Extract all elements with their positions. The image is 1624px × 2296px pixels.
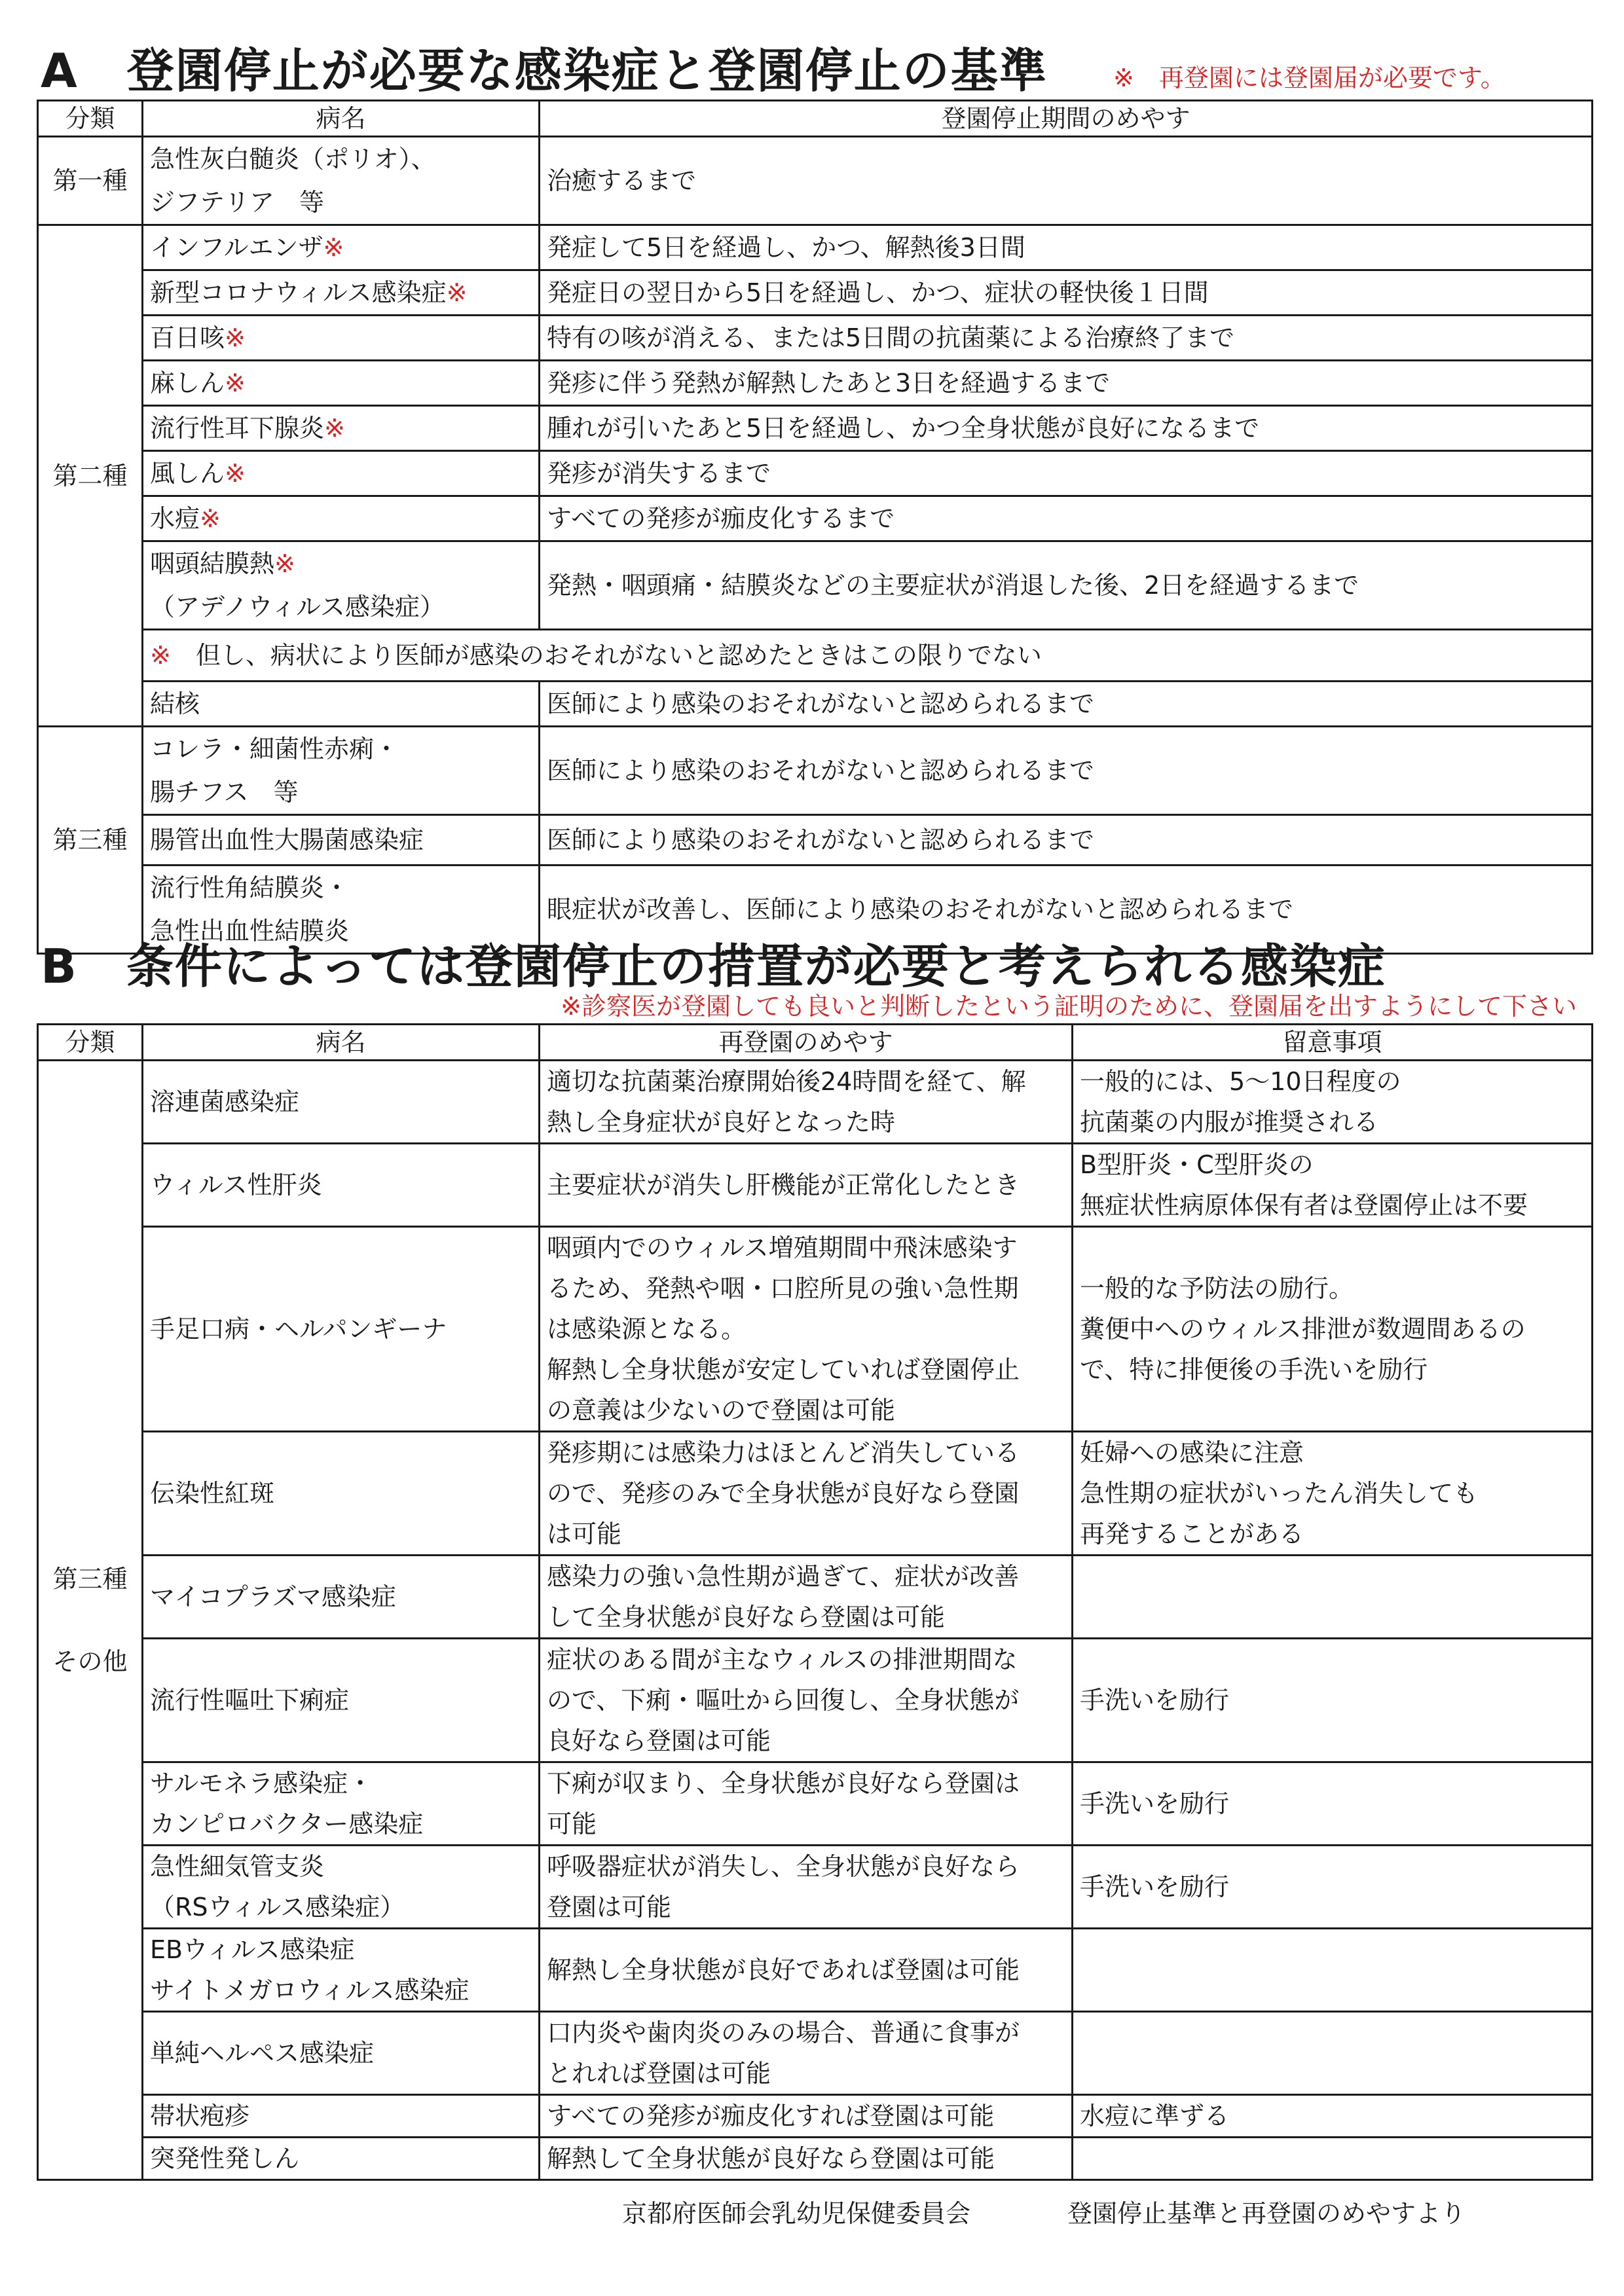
criteria-cell: 感染力の強い急性期が過ぎて、症状が改善 して全身状態が良好なら登園は可能	[540, 1556, 1073, 1639]
criteria-cell: 口内炎や歯肉炎のみの場合、普通に食事が とれれば登園は可能	[540, 2012, 1073, 2095]
table-row	[38, 137, 1593, 225]
criteria-cell: 解熱して全身状態が良好なら登園は可能	[540, 2138, 1073, 2180]
criteria-cell: 解熱し全身状態が良好であれば登園は可能	[540, 1929, 1073, 2012]
table-b	[37, 1023, 1593, 2181]
disease-cell: 突発性発しん	[143, 2138, 540, 2180]
header-disease: 病名	[143, 101, 540, 137]
section-b-title: B 条件によっては登園停止の措置が必要と考えられる感染症	[41, 939, 1386, 994]
disease-cell: 急性細気管支炎 （RSウィルス感染症）	[143, 1846, 540, 1929]
section-a-note: ※ 再登園には登園届が必要です。	[1113, 64, 1505, 92]
footer-document: 登園停止基準と再登園のめやすより	[1067, 2199, 1466, 2228]
footer-source: 京都府医師会乳幼児保健委員会	[622, 2199, 971, 2228]
disease-cell: 流行性耳下腺炎※	[143, 406, 540, 451]
table-row	[38, 406, 1593, 451]
table-row	[38, 1061, 1593, 1144]
category-cell: 第三種 その他	[38, 1061, 143, 2180]
category-1: 第一種	[38, 137, 143, 225]
disease-cell: 腸管出血性大腸菌感染症	[143, 815, 540, 866]
disease-cell: インフルエンザ※	[143, 225, 540, 270]
disease-cell: 手足口病・ヘルパンギーナ	[143, 1227, 540, 1432]
table-a	[37, 100, 1593, 955]
period-cell: 医師により感染のおそれがないと認められるまで	[540, 727, 1593, 815]
criteria-cell: すべての発疹が痂皮化すれば登園は可能	[540, 2095, 1073, 2138]
notes-cell: 手洗いを励行	[1073, 1762, 1593, 1846]
criteria-cell: 適切な抗菌薬治療開始後24時間を経て、解 熱し全身症状が良好となった時	[540, 1061, 1073, 1144]
disease-cell: 急性灰白髄炎（ポリオ）、 ジフテリア 等	[143, 137, 540, 225]
table-row	[38, 1556, 1593, 1639]
disease-cell: 結核	[143, 682, 540, 727]
notes-cell: 一般的には、5～10日程度の 抗菌薬の内服が推奨される	[1073, 1061, 1593, 1144]
exception-note: ※ 但し、病状により医師が感染のおそれがないと認めたときはこの限りでない	[143, 630, 1593, 682]
table-row	[38, 727, 1593, 815]
disease-cell: 風しん※	[143, 451, 540, 496]
header-notes: 留意事項	[1073, 1025, 1593, 1061]
table-row	[38, 1432, 1593, 1556]
notes-cell: B型肝炎・C型肝炎の 無症状性病原体保有者は登園停止は不要	[1073, 1144, 1593, 1227]
table-row	[38, 815, 1593, 866]
period-cell: 医師により感染のおそれがないと認められるまで	[540, 815, 1593, 866]
period-cell: 発疹が消失するまで	[540, 451, 1593, 496]
table-row	[38, 1639, 1593, 1762]
criteria-cell: 主要症状が消失し肝機能が正常化したとき	[540, 1144, 1073, 1227]
period-cell: 治癒するまで	[540, 137, 1593, 225]
table-header	[38, 101, 1593, 137]
disease-cell: 伝染性紅斑	[143, 1432, 540, 1556]
table-header	[38, 1025, 1593, 1061]
disease-cell: 帯状疱疹	[143, 2095, 540, 2138]
period-cell: 発症日の翌日から5日を経過し、かつ、症状の軽快後１日間	[540, 270, 1593, 316]
header-criteria: 再登園のめやす	[540, 1025, 1073, 1061]
table-row	[38, 541, 1593, 630]
criteria-cell: 症状のある間が主なウィルスの排泄期間な ので、下痢・嘔吐から回復し、全身状態が 良好なら登園は可能	[540, 1639, 1073, 1762]
table-row	[38, 1846, 1593, 1929]
disease-cell: 新型コロナウィルス感染症※	[143, 270, 540, 316]
disease-cell: サルモネラ感染症・ カンピロバクター感染症	[143, 1762, 540, 1846]
table-row	[38, 2138, 1593, 2180]
table-row	[38, 225, 1593, 270]
disease-cell: 咽頭結膜熱※ （アデノウィルス感染症）	[143, 541, 540, 630]
criteria-cell: 呼吸器症状が消失し、全身状態が良好なら 登園は可能	[540, 1846, 1073, 1929]
table-row	[38, 496, 1593, 541]
period-cell: 発症して5日を経過し、かつ、解熱後3日間	[540, 225, 1593, 270]
table-row	[38, 451, 1593, 496]
section-a-title: A 登園停止が必要な感染症と登園停止の基準	[41, 43, 1048, 98]
notes-cell	[1073, 1929, 1593, 2012]
notes-cell: 妊婦への感染に注意 急性期の症状がいったん消失しても 再発することがある	[1073, 1432, 1593, 1556]
period-cell: 発熱・咽頭痛・結膜炎などの主要症状が消退した後、2日を経過するまで	[540, 541, 1593, 630]
period-cell: 腫れが引いたあと5日を経過し、かつ全身状態が良好になるまで	[540, 406, 1593, 451]
table-row	[38, 361, 1593, 406]
disease-cell: ウィルス性肝炎	[143, 1144, 540, 1227]
category-2: 第二種	[38, 225, 143, 727]
disease-cell: マイコプラズマ感染症	[143, 1556, 540, 1639]
disease-cell: 麻しん※	[143, 361, 540, 406]
section-b-note: ※診察医が登園しても良いと判断したという証明のために、登園届を出すようにして下さい	[561, 992, 1577, 1021]
table-row	[38, 682, 1593, 727]
category-3: 第三種	[38, 727, 143, 954]
disease-cell: 百日咳※	[143, 316, 540, 361]
disease-cell: 水痘※	[143, 496, 540, 541]
table-row	[38, 2095, 1593, 2138]
period-cell: 医師により感染のおそれがないと認められるまで	[540, 682, 1593, 727]
notes-cell	[1073, 1556, 1593, 1639]
notes-cell	[1073, 2138, 1593, 2180]
header-period: 登園停止期間のめやす	[540, 101, 1593, 137]
criteria-cell: 下痢が収まり、全身状態が良好なら登園は 可能	[540, 1762, 1073, 1846]
header-disease: 病名	[143, 1025, 540, 1061]
disease-cell: 流行性嘔吐下痢症	[143, 1639, 540, 1762]
table-row	[38, 1762, 1593, 1846]
period-cell: 発疹に伴う発熱が解熱したあと3日を経過するまで	[540, 361, 1593, 406]
disease-cell: コレラ・細菌性赤痢・ 腸チフス 等	[143, 727, 540, 815]
table-row	[38, 1144, 1593, 1227]
disease-cell: 流行性角結膜炎・ 急性出血性結膜炎	[143, 866, 540, 954]
table-row	[38, 1929, 1593, 2012]
notes-cell: 一般的な予防法の励行。 糞便中へのウィルス排泄が数週間あるの で、特に排便後の手洗いを励行	[1073, 1227, 1593, 1432]
notes-cell: 手洗いを励行	[1073, 1846, 1593, 1929]
period-cell: 特有の咳が消える、または5日間の抗菌薬による治療終了まで	[540, 316, 1593, 361]
table-row	[38, 1227, 1593, 1432]
notes-cell: 手洗いを励行	[1073, 1639, 1593, 1762]
header-category: 分類	[38, 1025, 143, 1061]
table-row	[38, 2012, 1593, 2095]
period-cell: すべての発疹が痂皮化するまで	[540, 496, 1593, 541]
notes-cell: 水痘に準ずる	[1073, 2095, 1593, 2138]
criteria-cell: 咽頭内でのウィルス増殖期間中飛沫感染す るため、発熱や咽・口腔所見の強い急性期 は感染源となる。 解熱し全身状態が安定していれば登園停止 の意義は少ないので登園は可能	[540, 1227, 1073, 1432]
period-cell: 眼症状が改善し、医師により感染のおそれがないと認められるまで	[540, 866, 1593, 954]
criteria-cell: 発疹期には感染力はほとんど消失している ので、発疹のみで全身状態が良好なら登園 は可能	[540, 1432, 1073, 1556]
disease-cell: EBウィルス感染症 サイトメガロウィルス感染症	[143, 1929, 540, 2012]
disease-cell: 溶連菌感染症	[143, 1061, 540, 1144]
header-category: 分類	[38, 101, 143, 137]
disease-cell: 単純ヘルペス感染症	[143, 2012, 540, 2095]
table-row	[38, 316, 1593, 361]
exception-row	[38, 630, 1593, 682]
notes-cell	[1073, 2012, 1593, 2095]
table-row	[38, 270, 1593, 316]
